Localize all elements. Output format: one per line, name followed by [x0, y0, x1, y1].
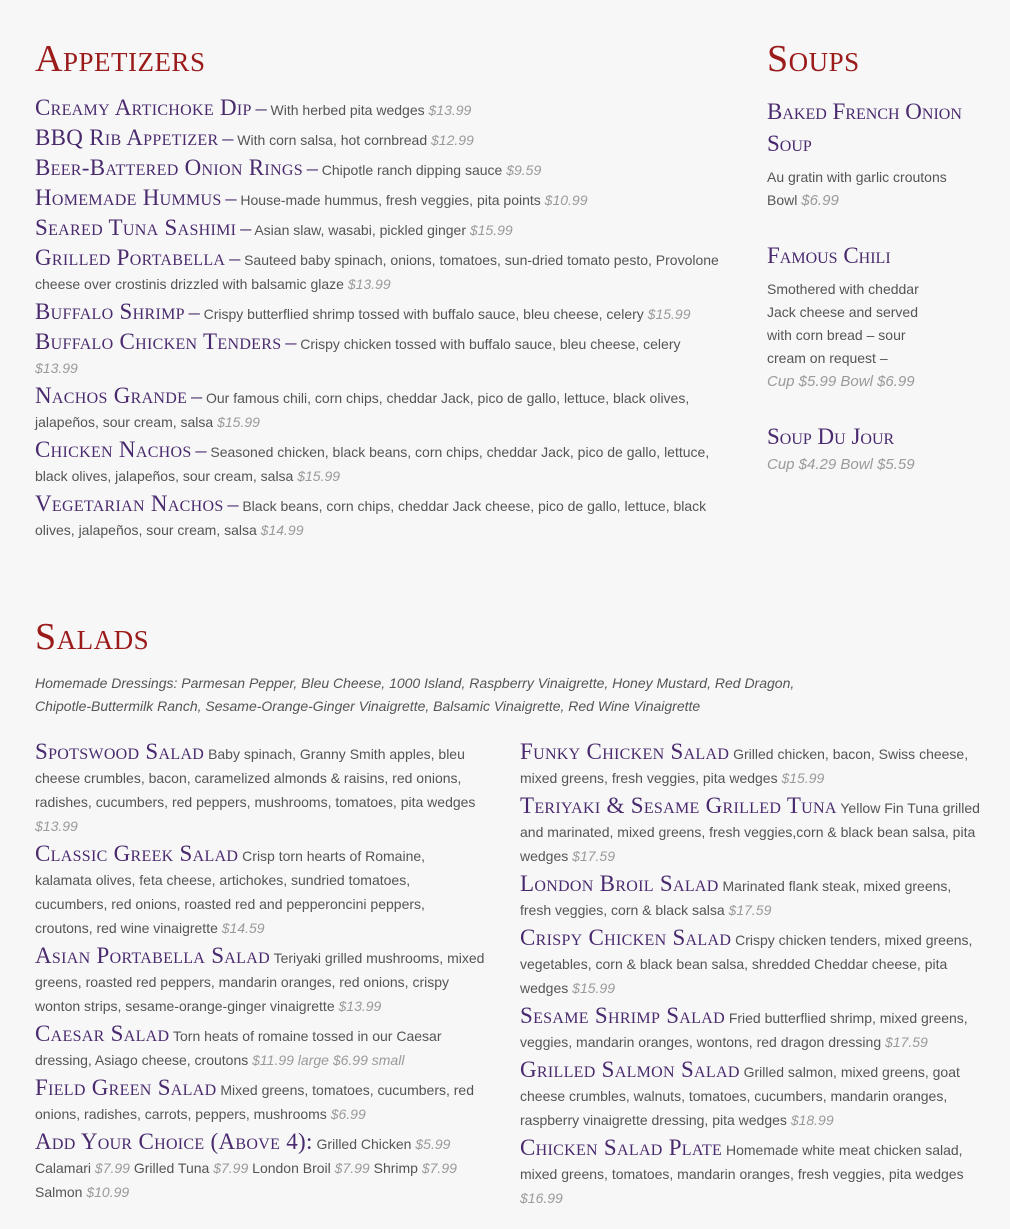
soup-item [767, 421, 982, 476]
cropped-heading-fragment [365, 0, 383, 2]
addon-price: $7.99 [334, 1160, 370, 1176]
item-price: $9.59 [506, 162, 542, 178]
menu-item [35, 1022, 485, 1072]
menu-item: Buffalo Shrimp – Crispy butterflied shrimp tossed with buffalo sauce, bleu cheese, celery $15.99 [35, 299, 691, 324]
item-desc: Asian slaw, wasabi, pickled ginger [254, 222, 466, 238]
soup-price: Cup $5.99 Bowl $6.99 [767, 373, 915, 390]
menu-item [520, 872, 980, 922]
item-price: $12.99 [431, 132, 474, 148]
addon-label: Grilled Chicken [316, 1136, 412, 1152]
menu-item [520, 1058, 980, 1132]
addon-item [35, 1130, 485, 1204]
item-desc: Grilled chicken, bacon, Swiss cheese, mixed greens, fresh veggies, pita wedges [520, 746, 969, 786]
soup-item [767, 240, 982, 393]
item-price: $17.59 [728, 902, 772, 918]
item-name: Grilled Salmon Salad [520, 1057, 740, 1082]
addon-label: Calamari [35, 1160, 92, 1176]
item-desc: With herbed pita wedges [270, 102, 425, 118]
item-desc: Baby spinach, Granny Smith apples, bleu cheese crumbles, bacon, caramelized almonds & raisins, red onions, radishes, cucumbers, red peppers, mushrooms, tomatoes, pita wedges [35, 746, 476, 810]
item-price: $17.59 [885, 1034, 928, 1050]
addon-price: $7.99 [421, 1160, 457, 1176]
item-price: $15.99 [572, 980, 615, 996]
addon-label: Grilled Tuna [133, 1160, 210, 1176]
soup-desc: Au gratin with garlic croutons [767, 169, 947, 185]
menu-item [520, 794, 980, 868]
item-desc: Crispy chicken tossed with buffalo sauce, bleu cheese, celery [300, 336, 681, 352]
item-desc: Sauteed baby spinach, onions, tomatoes, sun-dried tomato pesto, Provolone cheese over crostinis drizzled with balsamic glaze [35, 252, 719, 292]
soup-item [767, 96, 982, 212]
menu-item [520, 926, 980, 1000]
item-price: $15.99 [217, 414, 260, 430]
menu-item: BBQ Rib Appetizer – With corn salsa, hot cornbread $12.99 [35, 125, 474, 150]
item-desc: Crispy butterflied shrimp tossed with buffalo sauce, bleu cheese, celery [203, 306, 644, 322]
item-desc: Torn heats of romaine tossed in our Caesar dressing, Asiago cheese, croutons [35, 1028, 442, 1068]
item-price: $13.99 [428, 102, 472, 118]
soup-price: $6.99 [801, 192, 839, 209]
item-name: Vegetarian Nachos [35, 491, 224, 516]
item-name: Spotswood Salad [35, 739, 205, 764]
soup-size-label: Bowl [767, 192, 798, 208]
item-price: $14.99 [260, 522, 304, 538]
item-desc: Homemade white meat chicken salad, mixed greens, tomatoes, mandarin oranges, fresh veggies, pita wedges [520, 1142, 964, 1182]
menu-item [520, 740, 980, 790]
menu-item: Buffalo Chicken Tenders – Crispy chicken tossed with buffalo sauce, bleu cheese, celery $13.99 [35, 329, 681, 376]
item-name: BBQ Rib Appetizer [35, 125, 219, 150]
addon-label: London Broil [252, 1160, 331, 1176]
item-price: $16.99 [520, 1190, 563, 1206]
item-desc: Our famous chili, corn chips, cheddar Jack, pico de gallo, lettuce, black olives, jalapeños, sour cream, salsa [35, 390, 690, 430]
menu-item: Creamy Artichoke Dip – With herbed pita wedges $13.99 [35, 95, 472, 120]
item-desc: Black beans, corn chips, cheddar Jack cheese, pico de gallo, lettuce, black olives, jalapeños, sour cream, salsa [35, 498, 707, 538]
menu-item: Nachos Grande – Our famous chili, corn chips, cheddar Jack, pico de gallo, lettuce, black olives, jalapeños, sour cream, salsa $15.99 [35, 383, 690, 430]
menu-item [35, 842, 485, 940]
item-name: Buffalo Shrimp [35, 299, 185, 324]
item-name: Sesame Shrimp Salad [520, 1003, 725, 1028]
item-name: Teriyaki & Sesame Grilled Tuna [520, 793, 837, 818]
menu-item [35, 1076, 485, 1126]
item-desc: Crisp torn hearts of Romaine, kalamata olives, feta cheese, artichokes, sundried tomatoes, cucumbers, red onions, roasted red and pepperoncini peppers, croutons, red wine vinaigrette [35, 848, 426, 936]
item-desc: Yellow Fin Tuna grilled and marinated, mixed greens, fresh veggies,corn & black bean salsa, pita wedges [520, 800, 980, 864]
item-name: Nachos Grande [35, 383, 188, 408]
soup-name: Baked French Onion Soup [767, 99, 962, 156]
item-name: Field Green Salad [35, 1075, 217, 1100]
soup-name: Famous Chili [767, 243, 891, 268]
addon-price: $7.99 [213, 1160, 249, 1176]
item-price: $18.99 [790, 1112, 834, 1128]
addon-heading: Add Your Choice (Above 4): [35, 1129, 313, 1154]
addon-price: $10.99 [86, 1184, 130, 1200]
item-name: Caesar Salad [35, 1021, 170, 1046]
soup-desc: Smothered with cheddar Jack cheese and served with corn bread – sour cream on request – [767, 281, 919, 366]
menu-item: Beer-Battered Onion Rings – Chipotle ranch dipping sauce $9.59 [35, 155, 542, 180]
soups-list [767, 96, 982, 504]
addon-price: $7.99 [94, 1160, 130, 1176]
dressings-note: Homemade Dressings: Parmesan Pepper, Bleu Cheese, 1000 Island, Raspberry Vinaigrette, Honey Mustard, Red Dragon, Chipotle-Buttermilk Ranch, Sesame-Orange-Ginger Vinaigrette, Balsamic Vinaigrette, Red Wine Vinaigrette [35, 675, 795, 714]
item-name: Asian Portabella Salad [35, 943, 270, 968]
item-price: $10.99 [544, 192, 588, 208]
addon-label: Shrimp [373, 1160, 418, 1176]
menu-item [35, 944, 485, 1018]
menu-item: Grilled Portabella – Sauteed baby spinach, onions, tomatoes, sun-dried tomato pesto, Provolone cheese over crostinis drizzled with balsamic glaze $13.99 [35, 245, 719, 292]
item-price: $11.99 large $6.99 small [252, 1052, 405, 1068]
item-desc: Marinated flank steak, mixed greens, fresh veggies, corn & black salsa [520, 878, 952, 918]
item-price: $14.59 [221, 920, 265, 936]
salads-heading: Salads [35, 616, 150, 658]
item-price: $13.99 [35, 360, 78, 376]
appetizers-list [35, 96, 725, 546]
item-price: $13.99 [347, 276, 391, 292]
menu-item: Vegetarian Nachos – Black beans, corn chips, cheddar Jack cheese, pico de gallo, lettuce, black olives, jalapeños, sour cream, salsa $14.99 [35, 491, 707, 538]
item-desc: Teriyaki grilled mushrooms, mixed greens, roasted red peppers, mandarin oranges, red onions, crispy wonton strips, sesame-orange-ginger vinaigrette [35, 950, 485, 1014]
item-name: Chicken Nachos [35, 437, 192, 462]
item-desc: Crispy chicken tenders, mixed greens, vegetables, corn & black bean salsa, shredded Cheddar cheese, pita wedges [520, 932, 973, 996]
item-desc: Grilled salmon, mixed greens, goat cheese crumbles, walnuts, tomatoes, cucumbers, mandarin oranges, raspberry vinaigrette dressing, pita wedges [520, 1064, 960, 1128]
item-desc: With corn salsa, hot cornbread [237, 132, 428, 148]
item-name: Creamy Artichoke Dip [35, 95, 252, 120]
salads-right-column [520, 740, 980, 1214]
item-name: Chicken Salad Plate [520, 1135, 723, 1160]
item-name: Buffalo Chicken Tenders [35, 329, 282, 354]
menu-item [35, 740, 485, 838]
item-price: $17.59 [572, 848, 615, 864]
item-name: Funky Chicken Salad [520, 739, 730, 764]
menu-item: Homemade Hummus – House-made hummus, fresh veggies, pita points $10.99 [35, 185, 588, 210]
item-desc: Mixed greens, tomatoes, cucumbers, red onions, radishes, carrots, peppers, mushrooms [35, 1082, 474, 1122]
soups-heading: Soups [767, 38, 860, 80]
addon-price: $5.99 [415, 1136, 451, 1152]
item-desc: Seasoned chicken, black beans, corn chips, cheddar Jack, pico de gallo, lettuce, black olives, jalapeños, sour cream, salsa [35, 444, 710, 484]
addon-label: Salmon [35, 1184, 83, 1200]
appetizers-heading: Appetizers [35, 38, 206, 80]
menu-item: Chicken Nachos – Seasoned chicken, black beans, corn chips, cheddar Jack, pico de gallo, lettuce, black olives, jalapeños, sour cream, salsa $15.99 [35, 437, 710, 484]
item-desc: House-made hummus, fresh veggies, pita points [240, 192, 541, 208]
menu-item [520, 1004, 980, 1054]
soup-name: Soup Du Jour [767, 424, 895, 449]
item-price: $15.99 [647, 306, 691, 322]
item-name: Homemade Hummus [35, 185, 222, 210]
item-desc: Fried butterflied shrimp, mixed greens, veggies, mandarin oranges, wontons, red dragon dressing [520, 1010, 968, 1050]
item-desc: Chipotle ranch dipping sauce [321, 162, 503, 178]
item-name: London Broil Salad [520, 871, 719, 896]
item-price: $13.99 [338, 998, 382, 1014]
item-name: Seared Tuna Sashimi [35, 215, 237, 240]
item-name: Crispy Chicken Salad [520, 925, 732, 950]
item-price: $6.99 [330, 1106, 366, 1122]
item-price: $15.99 [781, 770, 825, 786]
salads-left-column [35, 740, 485, 1208]
item-price: $15.99 [297, 468, 341, 484]
soup-price: Cup $4.29 Bowl $5.59 [767, 456, 915, 473]
item-price: $13.99 [35, 818, 78, 834]
menu-item: Seared Tuna Sashimi – Asian slaw, wasabi, pickled ginger $15.99 [35, 215, 513, 240]
item-name: Classic Greek Salad [35, 841, 239, 866]
item-name: Beer-Battered Onion Rings [35, 155, 303, 180]
item-name: Grilled Portabella [35, 245, 226, 270]
item-price: $15.99 [469, 222, 513, 238]
menu-item [520, 1136, 980, 1210]
